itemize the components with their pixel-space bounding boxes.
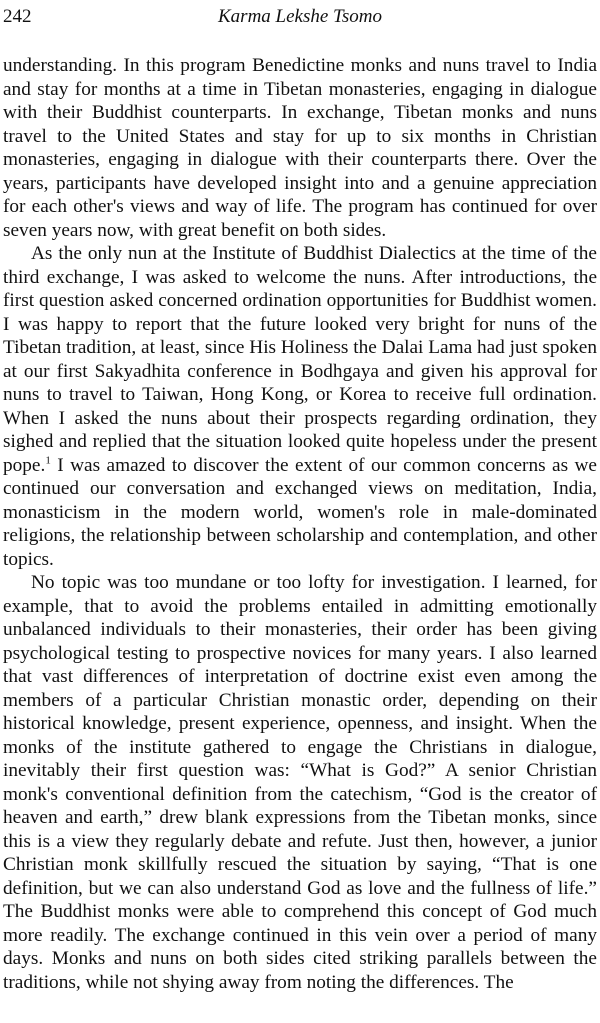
running-title: Karma Lekshe Tsomo xyxy=(218,6,382,27)
paragraph-2-text-continued: I was amazed to discover the extent of our common concerns as we continued our conversation and exchanged views on meditation, India, monasticism in the modern world, women's role in male-dominated religions, the relationship between scholarship and contemplation, and other topics. xyxy=(3,454,597,570)
paragraph-2-text: As the only nun at the Institute of Buddhist Dialectics at the time of the third exchange, I was asked to welcome the nuns. After introductions, the first question asked concerned ordination opportunities for Buddhist women. I was happy to report that the future looked very bright for nuns of the Tibetan tradition, at least, since His Holiness the Dalai Lama had just spoken at our first Sakyadhita conference in Bodhgaya and given his approval for nuns to travel to Taiwan, Hong Kong, or Korea to receive full ordination. When I asked the nuns about their prospects regarding ordination, they sighed and replied that the situation looked quite hopeless under the present pope. xyxy=(3,243,597,476)
paragraph-2 xyxy=(3,242,597,571)
paragraph-3: No topic was too mundane or too lofty for investigation. I learned, for example, that to avoid the problems entailed in admitting emotionally unbalanced individuals to their monasteries, their order has been giving psychological testing to prospective novices for many years. I also learned that vast differences of interpretation of doctrine exist even among the members of a particular Christian monastic order, depending on their historical knowledge, present experience, openness, and insight. When the monks of the institute gathered to engage the Christians in dialogue, inevitably their first question was: “What is God?” A senior Christian monk's conventional definition from the catechism, “God is the creator of heaven and earth,” drew blank expressions from the Tibetan monks, since this is a view they regularly debate and refute. Just then, however, a junior Christian monk skillfully rescued the situation by saying, “That is one definition, but we can also understand God as love and the fullness of life.” The Buddhist monks were able to comprehend this concept of God much more readily. The exchange continued in this vein over a period of many days. Monks and nuns on both sides cited striking parallels between the traditions, while not shying away from noting the differences. The xyxy=(3,572,597,993)
page-number: 242 xyxy=(3,6,32,27)
footnote-marker[interactable]: 1 xyxy=(45,454,51,467)
body-text xyxy=(3,54,597,994)
paragraph-1: understanding. In this program Benedictine monks and nuns travel to India and stay for months at a time in Tibetan monasteries, engaging in dialogue with their Buddhist counterparts. In exchange, Tibetan monks and nuns travel to the United States and stay for up to six months in Christian monasteries, engaging in dialogue with their counterparts there. Over the years, participants have developed insight into and a genuine appreciation for each other's views and way of life. The program has continued for over seven years now, with great benefit on both sides. xyxy=(3,55,597,241)
running-head xyxy=(0,4,600,30)
